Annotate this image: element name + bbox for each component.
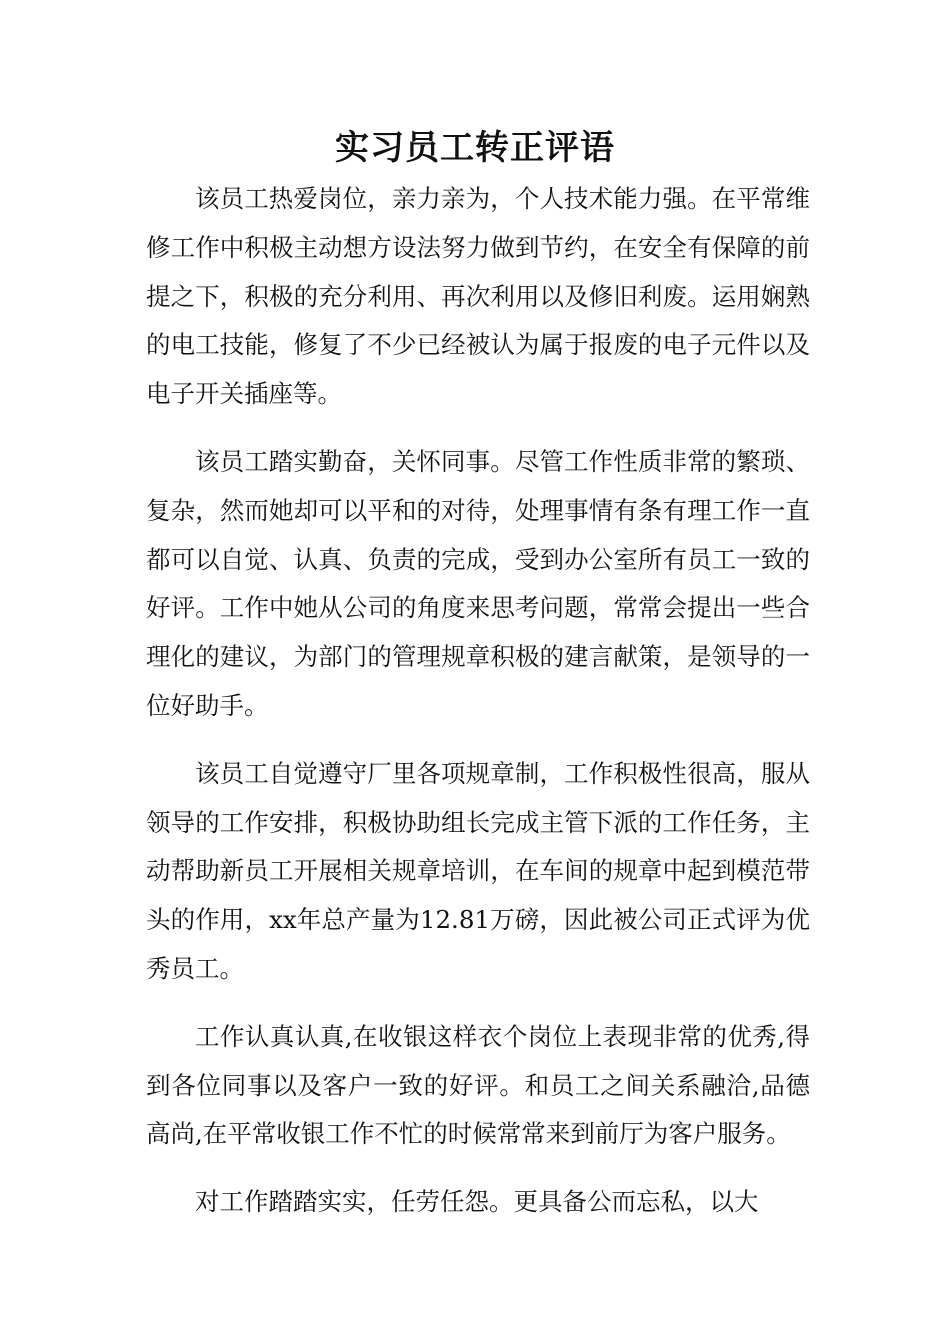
paragraph-4: 工作认真认真,在收银这样衣个岗位上表现非常的优秀,得到各位同事以及客户一致的好评。和员工之间关系融洽,品德高尚,在平常收银工作不忙的时候常常来到前厅为客户服务。 xyxy=(146,1021,810,1149)
paragraph-3: 该员工自觉遵守厂里各项规章制，工作积极性很高，服从领导的工作安排，积极协助组长完成主管下派的工作任务，主动帮助新员工开展相关规章培训，在车间的规章中起到模范带头的作用，xx年总产量为12.81万磅，因此被公司正式评为优秀员工。 xyxy=(146,758,810,983)
paragraph-1: 该员工热爱岗位，亲力亲为，个人技术能力强。在平常维修工作中积极主动想方设法努力做到节约，在安全有保障的前提之下，积极的充分利用、再次利用以及修旧利废。运用娴熟的电工技能，修复了不少已经被认为属于报废的电子元件以及电子开关插座等。 xyxy=(146,184,810,409)
paragraph-2: 该员工踏实勤奋，关怀同事。尽管工作性质非常的繁琐、复杂，然而她却可以平和的对待，处理事情有条有理工作一直都可以自觉、认真、负责的完成，受到办公室所有员工一致的好评。工作中她从公司的角度来思考问题，常常会提出一些合理化的建议，为部门的管理规章积极的建言献策，是领导的一位好助手。 xyxy=(146,446,810,720)
document-title: 实习员工转正评语 xyxy=(335,128,615,168)
paragraph-5: 对工作踏踏实实，任劳任怨。更具备公而忘私，以大 xyxy=(195,1187,759,1217)
document-body xyxy=(146,175,810,1246)
